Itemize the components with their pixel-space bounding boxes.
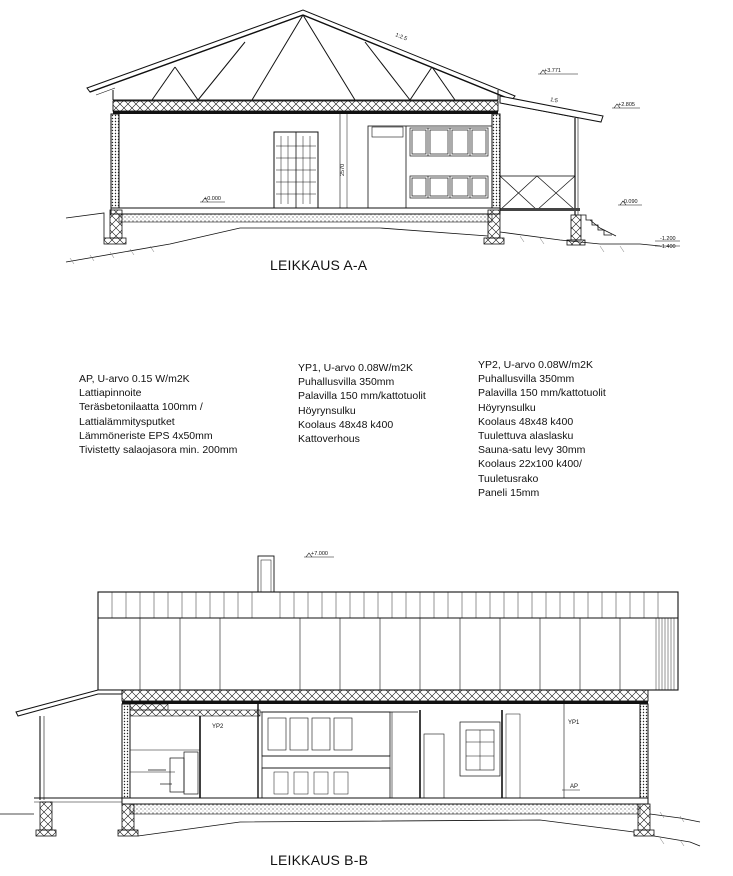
level-top-bb: +7.000: [311, 551, 328, 557]
level-eave: +2.805: [618, 102, 635, 108]
level-ridge: +3.771: [544, 68, 561, 74]
spec-yp1-line: YP1, U-arvo 0.08W/m2K: [298, 362, 413, 374]
spec-ap-line: Tivistetty salaojasora min. 200mm: [79, 444, 238, 457]
spec-ap-line: Lattiapinnoite: [79, 387, 142, 400]
tag-yp2: YP2: [212, 724, 224, 730]
spec-yp1-line: Höyrynsulku: [298, 404, 356, 417]
spec-yp2-line: YP2, U-arvo 0.08W/m2K: [478, 359, 593, 371]
interior-bb: [130, 704, 580, 798]
spec-yp1-line: Puhallusvilla 350mm: [298, 376, 395, 389]
spec-yp2-line: Tuuletusrako: [478, 472, 539, 485]
insulation-bb: [122, 690, 648, 701]
right-wall-bb: [640, 704, 648, 802]
ground-bb: [0, 814, 700, 846]
spec-yp1-line: Palavilla 150 mm/kattotuolit: [298, 390, 426, 403]
spec-ap-line: Lämmöneriste EPS 4x50mm: [79, 429, 213, 442]
room-height: 2570: [340, 163, 346, 176]
level-ground2: -1.400: [660, 244, 676, 250]
spec-yp1-line: Koolaus 48x48 k400: [298, 418, 394, 431]
caption-aa: LEIKKAUS A-A: [270, 257, 368, 273]
spec-yp2-line: Puhallusvilla 350mm: [478, 373, 575, 386]
caption-bb: LEIKKAUS B-B: [270, 852, 369, 868]
spec-yp1-line: Kattoverhous: [298, 433, 360, 446]
roof-face-bb: [98, 592, 678, 690]
roof-slope-terrace: 1:5: [549, 97, 559, 105]
tag-yp1: YP1: [568, 720, 580, 726]
spec-yp2-line: Palavilla 150 mm/kattotuolit: [478, 387, 606, 400]
roof-slope-main: 1:2.5: [394, 32, 408, 43]
spec-yp2-line: Koolaus 48x48 k400: [478, 415, 574, 428]
spec-ap-line: Lattialämmitysputket: [79, 415, 175, 428]
spec-ap-line: AP, U-arvo 0.15 W/m2K: [79, 373, 190, 385]
level-terrace: -0.090: [622, 199, 638, 205]
spec-yp2-line: Tuulettuva alaslasku: [478, 430, 574, 443]
level-ground1: -1.200: [660, 236, 676, 242]
left-wall-bb: [122, 704, 130, 802]
level-floor: +0.000: [204, 196, 221, 202]
floor-slab-bb: [122, 798, 648, 804]
spec-yp2-line: Koolaus 22x100 k400/: [478, 458, 582, 471]
spec-yp2-line: Sauna-satu levy 30mm: [478, 444, 586, 457]
tag-ap: AP: [570, 784, 579, 790]
spec-ap-line: Teräsbetonilaatta 100mm /: [79, 401, 203, 414]
spec-yp2-line: Höyrynsulku: [478, 401, 536, 414]
spec-yp2-line: Paneli 15mm: [478, 486, 540, 499]
